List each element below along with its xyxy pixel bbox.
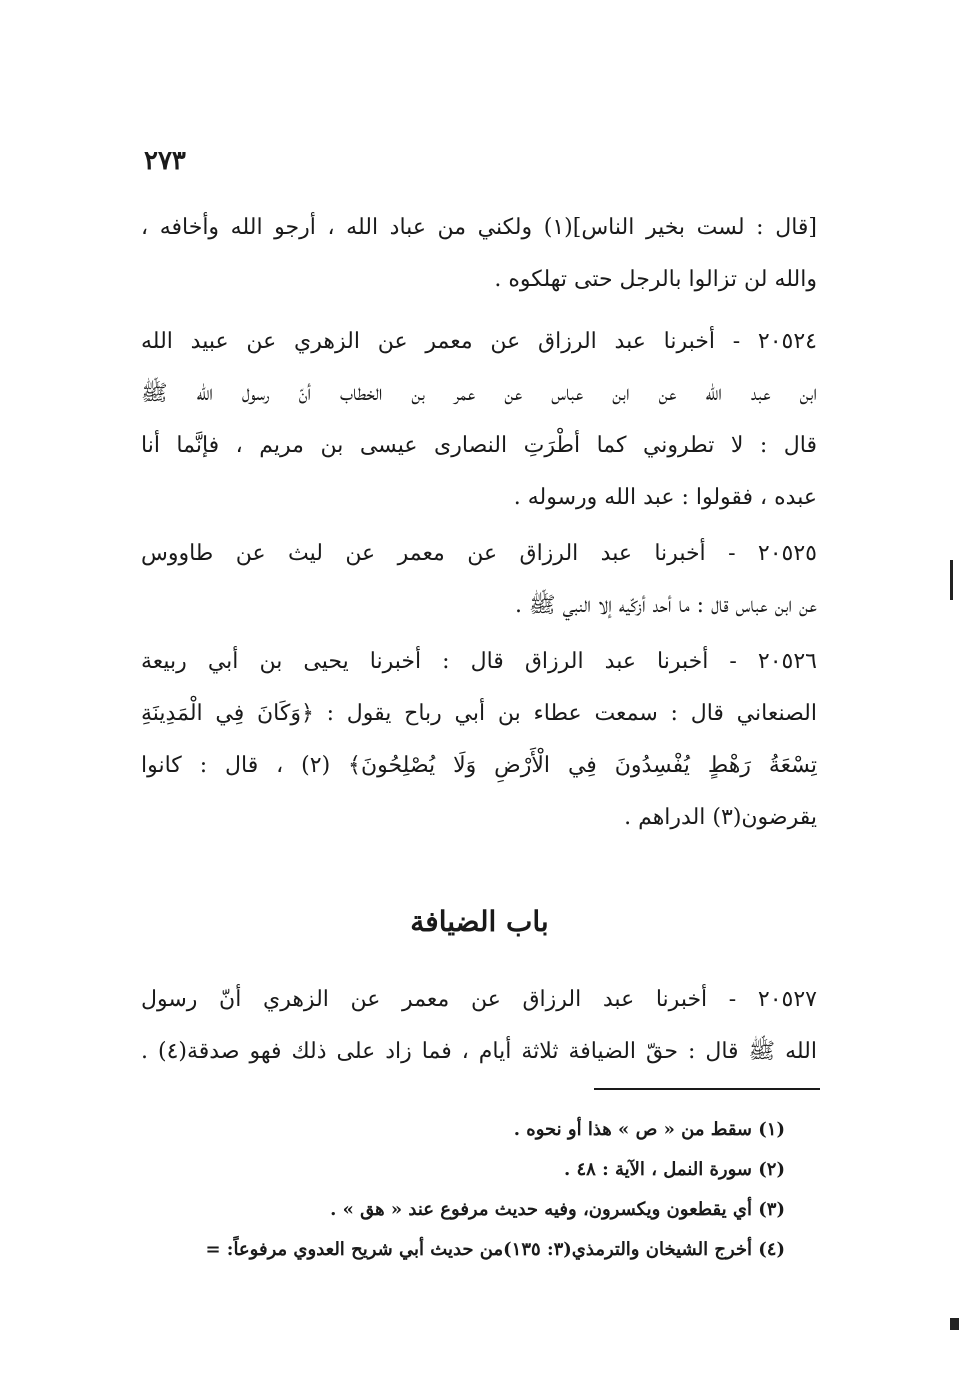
page-number: ٢٧٣ — [144, 146, 186, 176]
hadith-20524-paragraph — [141, 316, 817, 524]
hadith-20526-paragraph — [141, 636, 817, 844]
text-line: عبده ، فقولوا : عبد الله ورسوله . — [513, 485, 817, 510]
text-line: قال : لا تطروني كما أطْرَتِ النصارى عيسى بن مريم ، فإنَّما أنا — [141, 433, 817, 458]
text-line: ٢٠٥٢٥ - أخبرنا عبد الرزاق عن معمر عن ليث عن طاووس — [141, 541, 817, 566]
footnote: (٣) أي يقطعون ويكسرون، وفيه حديث مرفوع عند « هق » . — [330, 1199, 785, 1220]
section-heading: باب الضيافة — [410, 905, 549, 938]
intro-paragraph — [141, 202, 817, 306]
text-line: يقرضون(٣) الدراهم . — [624, 805, 817, 830]
text-line: ابن عبد الله عن ابن عباس عن عمر بن الخطاب أنّ رسول الله ﷺ — [141, 381, 817, 406]
text-line: الصنعاني قال : سمعت عطاء بن أبي رباح يقول : ﴿وَكَانَ فِي الْمَدِينَةِ — [141, 701, 817, 726]
text-line: الله ﷺ قال : حقّ الضيافة ثلاثة أيام ، فما زاد على ذلك فهو صدقة(٤) . — [141, 1039, 817, 1064]
footnote: (٢) سورة النمل ، الآية : ٤٨ . — [563, 1159, 785, 1180]
hadith-20527-paragraph — [141, 974, 817, 1078]
scan-edge-mark — [950, 1318, 959, 1330]
hadith-20525-paragraph — [141, 528, 817, 632]
text-line: والله لن تزالوا بالرجل حتى تهلكوه . — [494, 267, 817, 292]
text-line: تِسْعَةُ رَهْطٍ يُفْسِدُونَ فِي الْأَرْضِ وَلَا يُصْلِحُونَ﴾ (٢) ، قال : كانوا — [141, 753, 817, 778]
scan-edge-mark — [950, 560, 953, 600]
footnotes — [145, 1110, 785, 1270]
text-line: عن ابن عباس قال : ما أحد أزكّيه إلا النبي ﷺ . — [515, 593, 817, 618]
text-line: [قال : لست بخير الناس](١) ولكني من عباد الله ، أرجو الله وأخافه ، — [141, 215, 817, 240]
footnote: (٤) أخرج الشيخان والترمذي(٣: ١٣٥)من حديث أبي شريح العدوي مرفوعاً: = — [205, 1239, 785, 1260]
text-line: ٢٠٥٢٧ - أخبرنا عبد الرزاق عن معمر عن الزهري أنّ رسول — [141, 987, 817, 1012]
footnote: (١) سقط من « ص » هذا أو نحوه . — [513, 1119, 785, 1140]
text-line: ٢٠٥٢٦ - أخبرنا عبد الرزاق قال : أخبرنا يحيى بن أبي ربيعة — [141, 649, 817, 674]
text-line: ٢٠٥٢٤ - أخبرنا عبد الرزاق عن معمر عن الزهري عن عبيد الله — [141, 329, 817, 354]
footnote-divider — [594, 1088, 820, 1090]
